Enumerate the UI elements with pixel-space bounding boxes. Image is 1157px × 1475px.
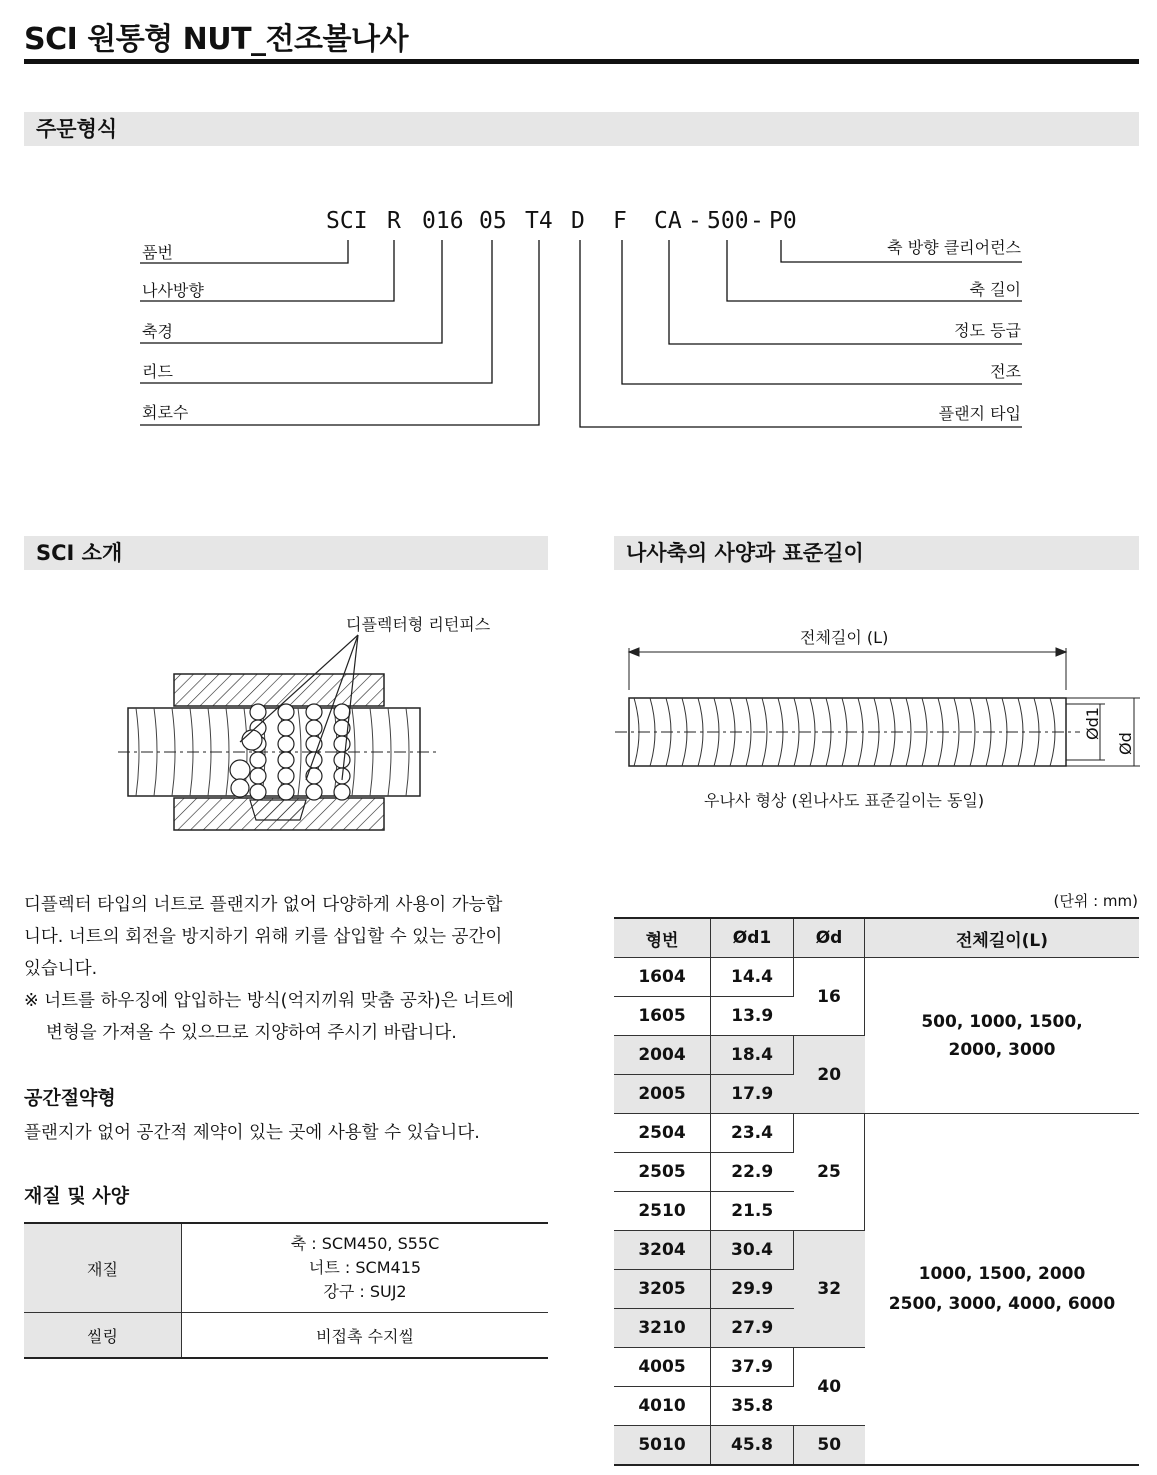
label-lead: 리드 bbox=[142, 362, 173, 381]
cell-length-group-1 bbox=[865, 958, 1140, 1114]
table-row bbox=[614, 958, 1139, 997]
cell-d1: 14.4 bbox=[711, 958, 794, 997]
cell-model: 3210 bbox=[614, 1309, 711, 1348]
order-section-header: 주문형식 bbox=[24, 112, 1139, 146]
header-model: 형번 bbox=[614, 918, 711, 958]
cell-model: 4010 bbox=[614, 1387, 711, 1426]
cell-model: 2004 bbox=[614, 1036, 711, 1075]
d-label: Ød bbox=[1116, 732, 1135, 755]
code-ca: CA bbox=[654, 208, 682, 234]
spec-header-row bbox=[614, 918, 1139, 958]
length-group-1-line-2: 2000, 3000 bbox=[948, 1039, 1056, 1060]
cell-d1: 35.8 bbox=[711, 1387, 794, 1426]
label-circuits: 회로수 bbox=[142, 403, 189, 422]
cell-d1: 17.9 bbox=[711, 1075, 794, 1114]
material-ball: 강구 : SUJ2 bbox=[323, 1282, 407, 1301]
cell-model: 1605 bbox=[614, 997, 711, 1036]
cell-d1: 27.9 bbox=[711, 1309, 794, 1348]
cell-d1: 45.8 bbox=[711, 1426, 794, 1466]
code-t4: T4 bbox=[525, 208, 553, 234]
screw-shaft-figure bbox=[610, 640, 1150, 775]
length-group-2-line-2: 2500, 3000, 4000, 6000 bbox=[888, 1294, 1116, 1314]
cell-d1: 18.4 bbox=[711, 1036, 794, 1075]
deflector-label: 디플렉터형 리턴피스 bbox=[346, 615, 491, 634]
header-d: Ød bbox=[794, 918, 865, 958]
material-values bbox=[182, 1223, 549, 1313]
code-sci: SCI bbox=[326, 208, 368, 234]
code-016: 016 bbox=[422, 208, 464, 234]
label-axial-clearance: 축 방향 클리어런스 bbox=[887, 238, 1021, 257]
code-f: F bbox=[613, 208, 627, 234]
label-thread-direction: 나사방향 bbox=[142, 281, 204, 300]
page-title: SCI 원통형 NUT_전조볼나사 bbox=[24, 22, 408, 57]
cell-d: 50 bbox=[794, 1426, 865, 1466]
code-05: 05 bbox=[479, 208, 507, 234]
cell-d1: 21.5 bbox=[711, 1192, 794, 1231]
cell-model: 2510 bbox=[614, 1192, 711, 1231]
material-row bbox=[24, 1223, 548, 1313]
label-accuracy-grade: 정도 등급 bbox=[954, 321, 1021, 340]
label-shaft-length: 축 길이 bbox=[969, 280, 1021, 299]
cell-d: 25 bbox=[794, 1114, 865, 1231]
cell-model: 2504 bbox=[614, 1114, 711, 1153]
material-head: 재질 bbox=[24, 1223, 182, 1313]
code-dash1: - bbox=[688, 208, 702, 234]
intro-line-3: 있습니다. bbox=[24, 959, 98, 979]
d1-label: Ød1 bbox=[1083, 707, 1102, 740]
sealing-value: 비접촉 수지씰 bbox=[182, 1313, 549, 1359]
cell-model: 3204 bbox=[614, 1231, 711, 1270]
material-spec-title: 재질 및 사양 bbox=[24, 1185, 129, 1207]
cell-d1: 29.9 bbox=[711, 1270, 794, 1309]
code-p0: P0 bbox=[769, 208, 797, 234]
nut-cross-section-figure bbox=[110, 630, 450, 840]
material-table bbox=[24, 1222, 548, 1359]
cell-d: 32 bbox=[794, 1231, 865, 1348]
code-dash2: - bbox=[750, 208, 764, 234]
code-r: R bbox=[387, 208, 401, 234]
cell-model: 3205 bbox=[614, 1270, 711, 1309]
sealing-row bbox=[24, 1313, 548, 1359]
cell-d1: 22.9 bbox=[711, 1153, 794, 1192]
code-d: D bbox=[571, 208, 585, 234]
cell-model: 1604 bbox=[614, 958, 711, 997]
intro-line-1: 디플렉터 타입의 너트로 플랜지가 없어 다양하게 사용이 가능합 bbox=[24, 895, 503, 915]
length-group-2-line-1: 1000, 1500, 2000 bbox=[918, 1264, 1086, 1284]
label-shaft-diameter: 축경 bbox=[142, 322, 173, 341]
order-leader-lines bbox=[0, 0, 1157, 460]
length-group-1-line-1: 500, 1000, 1500, bbox=[921, 1011, 1083, 1032]
spec-section-header: 나사축의 사양과 표준길이 bbox=[614, 536, 1139, 570]
cell-model: 4005 bbox=[614, 1348, 711, 1387]
total-length-label: 전체길이 (L) bbox=[800, 628, 889, 647]
sealing-head: 씰링 bbox=[24, 1313, 182, 1359]
cell-model: 2005 bbox=[614, 1075, 711, 1114]
cell-d: 16 bbox=[794, 958, 865, 1036]
label-part-number: 품번 bbox=[142, 243, 173, 262]
label-flange-type: 플랜지 타입 bbox=[938, 404, 1021, 423]
label-rolled: 전조 bbox=[990, 362, 1021, 381]
cell-d1: 23.4 bbox=[711, 1114, 794, 1153]
note-line-2: 변형을 가져올 수 있으므로 지양하여 주시기 바랍니다. bbox=[46, 1023, 457, 1043]
spec-table bbox=[614, 917, 1139, 1466]
unit-label: (단위 : mm) bbox=[1053, 892, 1138, 910]
cell-d: 40 bbox=[794, 1348, 865, 1426]
cell-d1: 37.9 bbox=[711, 1348, 794, 1387]
cell-length-group-2 bbox=[865, 1114, 1140, 1466]
intro-paragraph bbox=[24, 889, 554, 1049]
space-saving-text: 플랜지가 없어 공간적 제약이 있는 곳에 사용할 수 있습니다. bbox=[24, 1123, 480, 1143]
cell-model: 5010 bbox=[614, 1426, 711, 1466]
shaft-caption: 우나사 형상 (왼나사도 표준길이는 동일) bbox=[704, 791, 985, 810]
intro-section-header: SCI 소개 bbox=[24, 536, 548, 570]
intro-line-2: 니다. 너트의 회전을 방지하기 위해 키를 삽입할 수 있는 공간이 bbox=[24, 927, 503, 947]
table-row bbox=[614, 1114, 1139, 1153]
header-length: 전체길이(L) bbox=[865, 918, 1140, 958]
material-nut: 너트 : SCM415 bbox=[308, 1258, 422, 1277]
cell-d: 20 bbox=[794, 1036, 865, 1114]
note-line-1: ※ 너트를 하우징에 압입하는 방식(억지끼워 맞춤 공차)은 너트에 bbox=[24, 991, 514, 1011]
cell-d1: 30.4 bbox=[711, 1231, 794, 1270]
cell-d1: 13.9 bbox=[711, 997, 794, 1036]
material-shaft: 축 : SCM450, S55C bbox=[290, 1234, 440, 1253]
space-saving-title: 공간절약형 bbox=[24, 1087, 116, 1109]
cell-model: 2505 bbox=[614, 1153, 711, 1192]
header-d1: Ød1 bbox=[711, 918, 794, 958]
code-500: 500 bbox=[707, 208, 749, 234]
